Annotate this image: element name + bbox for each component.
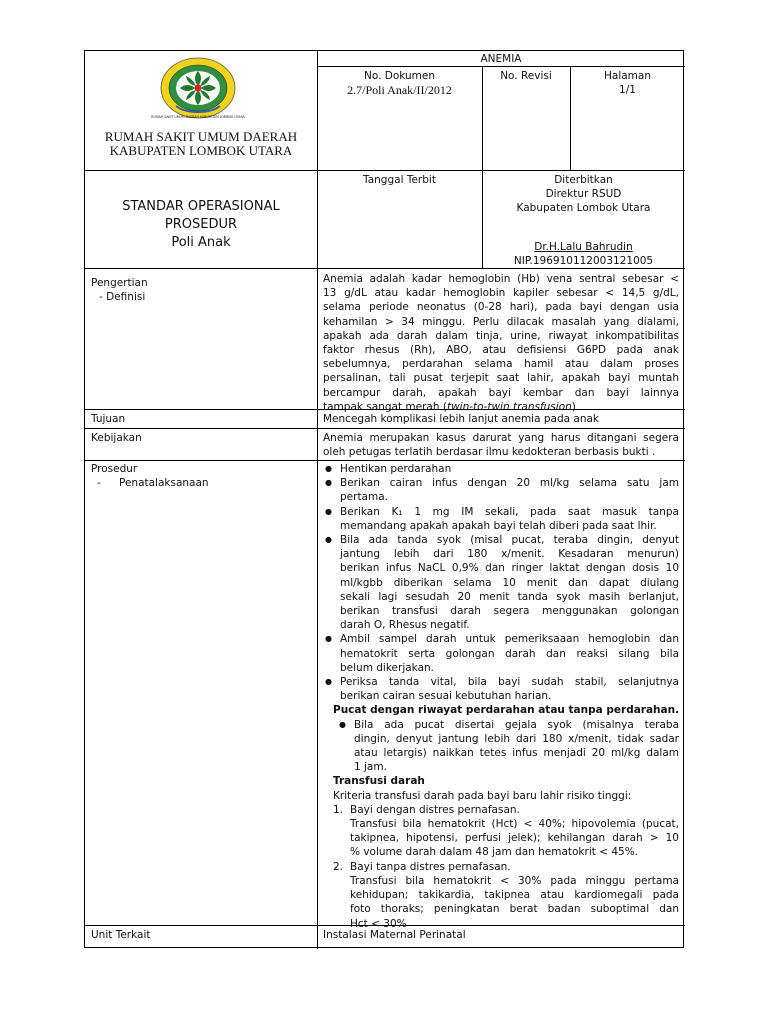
criteria-line: Transfusi bila hematokrit < 30% pada minggu pertama [350,874,679,887]
criteria-line: % volume darah dalam 48 jam dan hematokrit < 45%. [350,846,639,859]
prosedur-content [323,462,679,931]
prosedur-bullet-list [323,462,679,703]
criteria-line: kehidupan; takikardia, takipnea atau kardiomegali pada [350,889,679,902]
row-divider [85,170,685,171]
tanggal-terbit-label: Tanggal Terbit [363,174,436,186]
prosedur-bullet-item [323,632,679,675]
criteria-title: Bayi tanpa distres pernafasan. [350,860,511,873]
pucat-bullet-line: ● Bila ada pucat disertai gejala syok (misalnya teraba [354,718,679,731]
unit-terkait-text: Instalasi Maternal Perinatal [323,929,466,941]
kebijakan-line: oleh petugas terlatih berdasar ilmu kedokteran berbasis bukti . [323,446,656,459]
penatalaksanaan-label: Penatalaksanaan [119,477,209,489]
bullet-line: berikan transfusi darah segera menggunakan golongan [340,605,679,618]
bullet-line: hematokrit serta golongan darah dan reaksi silang bila [340,647,679,660]
bullet-line: jantung lebih dari 180 x/menit. Kesadaran menurun) [340,548,679,561]
sop-title-line3: Poli Anak [171,235,231,250]
pengertian-line: 13 g/dL atau kadar hemoglobin kapiler sebesar < 14,5 g/dL, [323,287,679,300]
prosedur-bullet-item [323,505,679,533]
halaman-label: Halaman [604,70,651,82]
pucat-bullet-line: 1 jam. [354,761,387,774]
pucat-bullet-line: dingin, denyut jantung lebih dari 180 x/menit, tidak sadar [354,732,679,745]
tujuan-label: Tujuan [91,413,126,425]
bullet-line: ● Berikan cairan infus dengan 20 ml/kg selama satu jam [340,477,679,490]
director-name: Dr.H.Lalu Bahrudin [534,241,633,253]
prosedur-bullet-item [323,476,679,504]
criteria-title: Bayi dengan distres pernafasan. [350,803,520,816]
pengertian-last-prefix: tampak sangat merah ( [323,400,447,413]
logo-ring-text: RUMAH SAKIT UMUM DAERAH KABUPATEN LOMBOK UTARA [151,115,245,119]
diterbitkan-line1: Diterbitkan [554,174,613,186]
definisi-label: - Definisi [99,291,146,303]
bullet-line: ● Berikan K₁ 1 mg IM sekali, pada saat masuk tanpa [340,505,679,518]
pucat-bullet [337,718,679,775]
criteria-line: foto thoraks; peningkatan berat badan suboptimal dan [350,903,679,916]
criteria-line: Transfusi bila hematokrit (Hct) < 40%; hipovolemia (pucat, [350,818,679,831]
transfusi-criteria-item [333,860,679,931]
pengertian-last-suffix: ) [571,400,576,413]
kebijakan-text [323,431,679,459]
bullet-line: pertama. [340,491,388,504]
prosedur-bullet-item [323,533,679,632]
pengertian-last-italic: twin-to-twin transfusion [446,400,572,413]
pengertian-label: Pengertian [91,277,148,289]
halaman-value: 1/1 [619,84,636,96]
transfusi-criteria-item [333,803,679,860]
row-divider [85,460,685,461]
sop-title-line1: STANDAR OPERASIONAL [122,199,280,214]
bullet-line: berikan cairan sesuai kebutuhan harian. [340,690,552,703]
bullet-line: ml/kgbb diberikan selama 10 menit dan dapat diulang [340,576,679,589]
bullet-line: sekali lagi sesudah 20 menit tanda syok masih berlanjut, [340,590,679,603]
pengertian-line: sebelumnya, perdarahan selama hamil atau dalam proses [323,358,679,371]
diterbitkan-line2: Direktur RSUD [545,188,622,200]
bullet-line: darah O, Rhesus negatif. [340,619,470,632]
bullet-line: ● Ambil sampel darah untuk pemeriksaaan hemoglobin dan [340,633,679,646]
pengertian-line: kehamilan > 34 minggu. Perlu dilacak masalah yang dialami, [323,315,679,328]
bullet-line: memandang apakah apakah bayi telah diberi pada saat lhir. [340,519,657,532]
transfusi-criteria-list [323,803,679,931]
no-dokumen-value: 2.7/Poli Anak/II/2012 [347,83,452,97]
criteria-number: 2. [333,860,344,873]
no-dokumen-label: No. Dokumen [363,70,436,82]
hospital-name-line1: RUMAH SAKIT UMUM DAERAH [104,129,298,144]
pengertian-line: bercampur darah, apakah bayi kembar dan bayi lainnya [323,386,679,399]
no-revisi-label: No. Revisi [500,70,552,82]
criteria-line: Hct < 30% [350,917,407,930]
document-title: ANEMIA [480,53,522,65]
hospital-name-line2: KABUPATEN LOMBOK UTARA [109,143,293,158]
criteria-number: 1. [333,803,344,816]
prosedur-bullet-item [323,462,679,476]
pengertian-line: selama periode neonatus (0-28 hari), pada bayi dengan usia [323,301,679,314]
pucat-heading: Pucat dengan riwayat perdarahan atau tanpa perdarahan. [333,704,680,717]
transfusi-heading: Transfusi darah [333,775,425,788]
sop-title-line2: PROSEDUR [164,217,238,232]
pengertian-text [323,272,679,414]
bullet-line: ● Bila ada tanda syok (misal pucat, teraba dingin, denyut [340,534,679,547]
bullet-line: belum dikerjakan. [340,661,435,674]
pengertian-line: persalinan, tali pusat terjepit saat lahir, apakah bayi muntah [323,372,679,385]
criteria-line: takipnea, hipotensi, perfusi jelek); kehilangan darah > 10 [350,832,679,845]
prosedur-label: Prosedur [91,463,138,475]
pengertian-line: Anemia adalah kadar hemoglobin (Hb) vena sentral sebesar < [323,273,679,285]
pucat-bullet-line: atau letargis) naikkan tetes infus menjadi 20 ml/kg dalam [354,747,679,760]
bullet-line: berikan infus NaCL 0,9% dan ringer laktat dengan dosis 10 [340,562,679,575]
prosedur-bullet-item [323,675,679,703]
kebijakan-label: Kebijakan [91,432,142,444]
tujuan-text: Mencegah komplikasi lebih lanjut anemia pada anak [323,413,600,425]
pengertian-line: faktor rhesus (Rh), ABO, atau defisiensi G6PD pada anak [323,344,679,357]
hospital-logo [151,56,245,121]
row-divider [85,428,685,429]
unit-terkait-label: Unit Terkait [91,929,151,941]
column-divider [482,66,483,268]
bullet-line: ● Periksa tanda vital, bila bayi sudah stabil, selanjutnya [340,676,679,689]
diterbitkan-line3: Kabupaten Lombok Utara [516,202,651,214]
director-nip: NIP.196910112003121005 [513,255,654,267]
transfusi-intro: Kriteria transfusi darah pada bayi baru lahir risiko tinggi: [333,789,632,802]
kebijakan-line: Anemia merupakan kasus darurat yang harus ditangani segera [323,432,679,444]
bullet-line: ● Hentikan perdarahan [340,463,452,475]
prosedur-dash: - [97,477,101,489]
pengertian-line: apakah ada darah dalam tinja, urine, riwayat inkompatibilitas [323,329,679,342]
sop-document-table [84,50,684,948]
